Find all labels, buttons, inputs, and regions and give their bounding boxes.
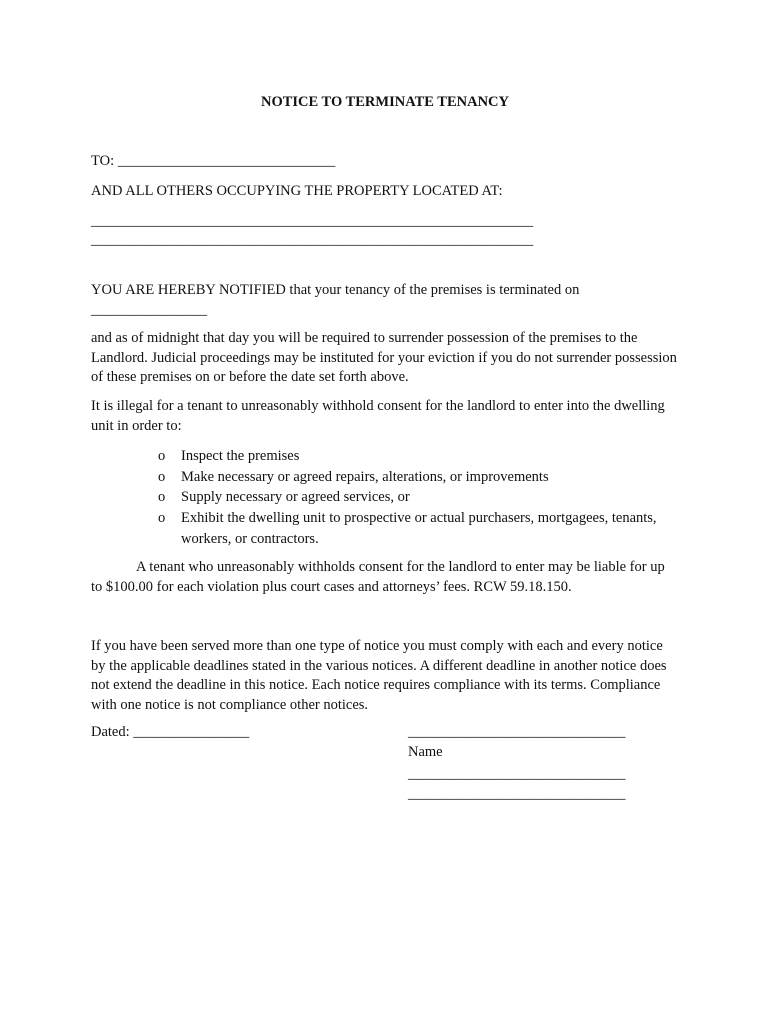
signature-line: ______________________________: [408, 786, 626, 802]
name-label: Name: [408, 744, 443, 760]
signature-line: ______________________________: [408, 766, 626, 782]
dated-line: Dated: ________________: [91, 724, 250, 740]
termination-date-blank: ________________: [91, 302, 207, 318]
list-item-text: Exhibit the dwelling unit to prospective or actual purchasers, mortgagees, tenants, workers, or contractors.: [181, 510, 657, 547]
to-line: TO: ______________________________: [91, 153, 336, 169]
bullet-mark: o: [158, 469, 166, 485]
signature-line: ______________________________: [408, 724, 626, 740]
liability-paragraph: A tenant who unreasonably withholds consent for the landlord to enter may be liable for up to $100.00 for each violation plus court cases and attorneys’ fees. RCW 59.18.150.: [91, 559, 665, 595]
list-item-text: Make necessary or agreed repairs, alterations, or improvements: [181, 469, 549, 485]
address-line-2: _____________________________________________________________: [91, 232, 534, 248]
list-item-text: Supply necessary or agreed services, or: [181, 489, 410, 505]
bullet-mark: o: [158, 448, 166, 464]
address-line-1: _____________________________________________________________: [91, 213, 534, 229]
midnight-paragraph: and as of midnight that day you will be required to surrender possession of the premises to the Landlord. Judicial proceedings may be instituted for your eviction if you do not surrender possession of these premises on or before the date set forth above.: [91, 330, 677, 385]
notified-line: YOU ARE HEREBY NOTIFIED that your tenancy of the premises is terminated on: [91, 282, 580, 298]
bullet-mark: o: [158, 489, 166, 505]
bullet-mark: o: [158, 510, 166, 526]
all-others-line: AND ALL OTHERS OCCUPYING THE PROPERTY LOCATED AT:: [91, 183, 503, 199]
served-paragraph: If you have been served more than one type of notice you must comply with each and every notice by the applicable deadlines stated in the various notices. A different deadline in another notice does not extend the deadline in this notice. Each notice requires compliance with its terms. Compliance with one notice is not compliance other notices.: [91, 638, 667, 713]
illegal-paragraph: It is illegal for a tenant to unreasonably withhold consent for the landlord to enter into the dwelling unit in order to:: [91, 398, 665, 434]
list-item-text: Inspect the premises: [181, 448, 300, 464]
document-title: NOTICE TO TERMINATE TENANCY: [260, 94, 510, 110]
